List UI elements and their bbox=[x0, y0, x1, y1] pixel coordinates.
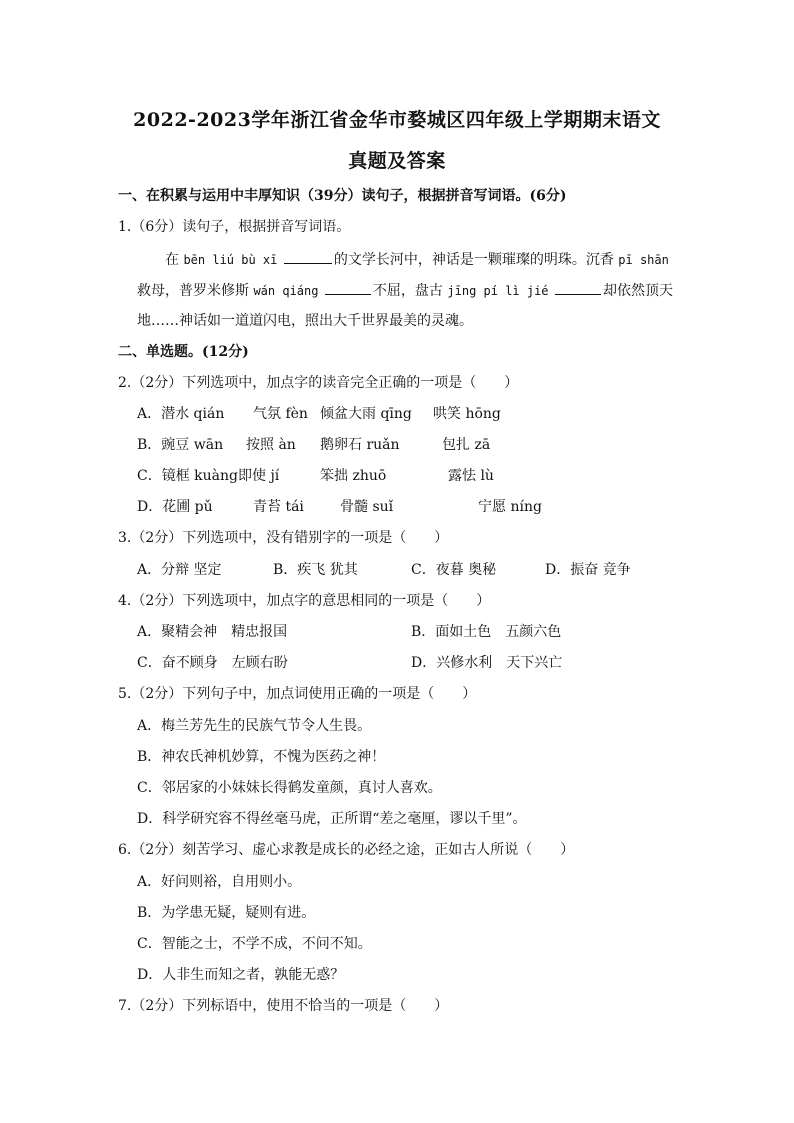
question-2-stem: 2.（2分）下列选项中，加点字的读音完全正确的一项是（ ） bbox=[118, 375, 519, 391]
q6-option-a: A．好问则裕，自用则小。 bbox=[137, 874, 302, 890]
q6-option-c: C．智能之士，不学不成，不问不知。 bbox=[137, 936, 372, 952]
question-4-stem: 4.（2分）下列选项中，加点字的意思相同的一项是（ ） bbox=[118, 593, 491, 609]
question-7-stem: 7.（2分）下列标语中，使用不恰当的一项是（ ） bbox=[118, 998, 449, 1014]
q5-option-b: B．神农氏神机妙算，不愧为医药之神！ bbox=[137, 749, 386, 765]
q2-option-b-item-3: 鹅卵石 ruǎn bbox=[320, 437, 400, 453]
q3-option-d: D．振奋 竞争 bbox=[545, 562, 631, 578]
q4-option-a: A．聚精会神 精忠报国 bbox=[137, 624, 288, 640]
q1-text: 的文学长河中，神话是一颗璀璨的明珠。沉香 bbox=[333, 252, 614, 268]
answer-blank[interactable] bbox=[325, 280, 371, 295]
answer-blank[interactable] bbox=[555, 280, 601, 295]
q2-option-c-item-1: C．镜框 kuàng bbox=[137, 468, 238, 484]
q4-option-c: C．奋不顾身 左顾右盼 bbox=[137, 655, 288, 671]
q2-option-c-item-4: 露怯 lù bbox=[448, 468, 494, 484]
pinyin-prompt: wán qiáng bbox=[253, 284, 319, 298]
document-title-line-2: 真题及答案 bbox=[348, 150, 446, 172]
q5-option-c: C．邻居家的小妹妹长得鹤发童颜，真讨人喜欢。 bbox=[137, 780, 442, 796]
q1-text: 救母，普罗米修斯 bbox=[137, 283, 249, 299]
pinyin-prompt: jīng pí lì jié bbox=[447, 284, 549, 298]
q5-option-a: A．梅兰芳先生的民族气节令人生畏。 bbox=[137, 718, 372, 734]
pinyin-prompt: bēn liú bù xī bbox=[183, 253, 278, 267]
q2-option-d-item-3: 骨髓 suǐ bbox=[340, 499, 394, 515]
question-1-paragraph-line-3: 地……神话如一道道闪电，照出大千世界最美的灵魂。 bbox=[137, 313, 473, 329]
q2-option-b-item-2: 按照 àn bbox=[246, 437, 296, 453]
question-1-stem: 1.（6分）读句子，根据拼音写词语。 bbox=[118, 219, 351, 235]
q6-option-b: B．为学患无疑，疑则有进。 bbox=[137, 905, 316, 921]
q4-option-d: D．兴修水利 天下兴亡 bbox=[411, 655, 563, 671]
q2-option-a-item-1: A．潜水 qián bbox=[137, 406, 225, 422]
q3-option-c: C．夜暮 奥秘 bbox=[411, 562, 497, 578]
q1-text: 却依然顶天 bbox=[603, 283, 673, 299]
question-5-stem: 5.（2分）下列句子中，加点词使用正确的一项是（ ） bbox=[118, 686, 477, 702]
q2-option-c-item-3: 笨拙 zhuō bbox=[320, 468, 387, 484]
pinyin-prompt: pī shān bbox=[618, 253, 669, 267]
question-6-stem: 6.（2分）刻苦学习、虚心求教是成长的必经之途，正如古人所说（ ） bbox=[118, 842, 575, 858]
q2-option-d-item-2: 青苔 tái bbox=[253, 499, 304, 515]
q2-option-a-item-4: 哄笑 hōng bbox=[433, 406, 501, 422]
q2-option-a-item-2: 气氛 fèn bbox=[253, 406, 308, 422]
q4-option-b: B．面如土色 五颜六色 bbox=[411, 624, 562, 640]
q3-option-b: B．疾飞 犹其 bbox=[273, 562, 358, 578]
q2-option-c-item-2: 即使 jí bbox=[238, 468, 280, 484]
q2-option-b-item-4: 包扎 zā bbox=[442, 437, 491, 453]
answer-blank[interactable] bbox=[284, 249, 332, 264]
q6-option-d: D．人非生而知之者，孰能无惑？ bbox=[137, 967, 345, 983]
q2-option-d-item-4: 宁愿 níng bbox=[478, 499, 542, 515]
section-1-heading: 一、在积累与运用中丰厚知识（39分）读句子，根据拼音写词语。(6分) bbox=[118, 188, 567, 204]
q2-option-d-item-1: D．花圃 pǔ bbox=[137, 499, 213, 515]
q2-option-a-item-3: 倾盆大雨 qīng bbox=[320, 406, 412, 422]
q1-text: 不屈，盘古 bbox=[372, 283, 443, 299]
section-2-heading: 二、单选题。(12分) bbox=[118, 344, 249, 360]
q5-option-d: D．科学研究容不得丝毫马虎，正所谓“差之毫厘，谬以千里”。 bbox=[137, 811, 527, 827]
question-1-paragraph-line-1 bbox=[165, 249, 669, 270]
q2-option-b-item-1: B．豌豆 wān bbox=[137, 437, 224, 453]
document-title-line-1: 2022-2023学年浙江省金华市婺城区四年级上学期期末语文 bbox=[133, 109, 661, 131]
q3-option-a: A．分辩 坚定 bbox=[137, 562, 222, 578]
question-3-stem: 3.（2分）下列选项中，没有错别字的一项是（ ） bbox=[118, 530, 449, 546]
q1-text: 在 bbox=[165, 252, 179, 268]
question-1-paragraph-line-2 bbox=[137, 280, 673, 301]
